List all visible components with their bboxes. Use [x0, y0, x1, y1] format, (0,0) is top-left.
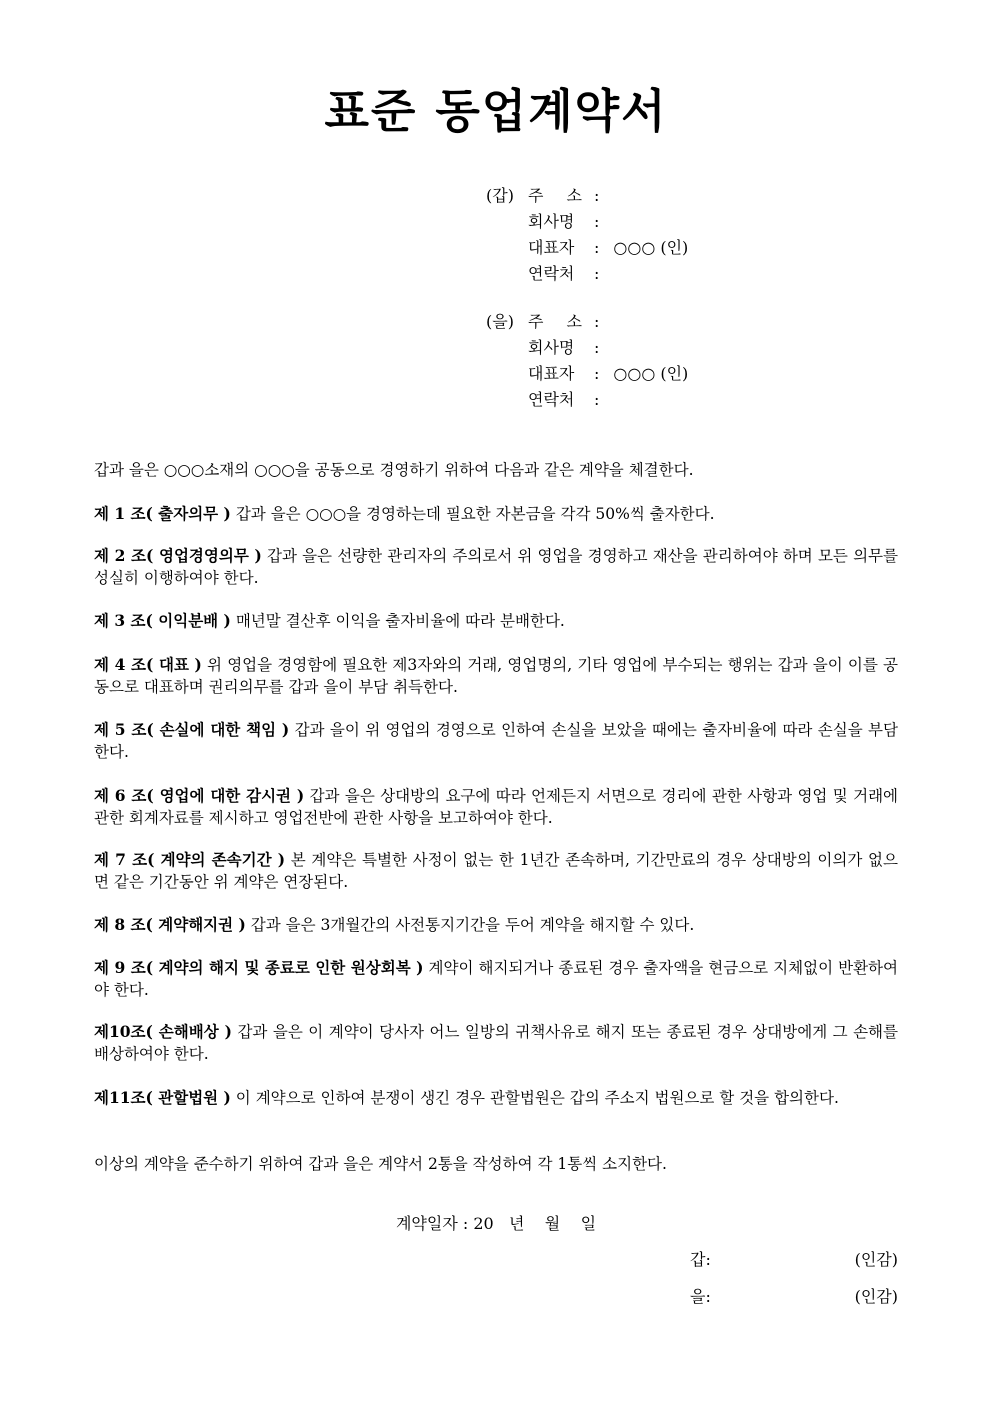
- colon: :: [594, 212, 600, 231]
- article-text: 본 계약은 특별한 사정이 없는 한 1년간 존속하며, 기간만료의 경우 상대방의 이의가 없으면 같은 기간동안 위 계약은 연장된다.: [94, 851, 898, 891]
- article-heading: 제 6 조( 영업에 대한 감시권 ): [94, 786, 305, 805]
- article-heading: 제 1 조( 출자의무 ): [94, 504, 231, 523]
- party-row: [486, 235, 688, 261]
- colon: :: [594, 238, 600, 257]
- article-text: 갑과 을은 ○○○을 경영하는데 필요한 자본금을 각각 50%씩 출자한다.: [230, 505, 715, 523]
- article-5: [94, 719, 898, 763]
- signature-eul: [690, 1284, 898, 1307]
- party-row: [486, 209, 688, 235]
- article-heading: 제 4 조( 대표 ): [94, 655, 202, 674]
- contact-label: 연락처: [528, 264, 575, 283]
- colon: :: [594, 186, 600, 205]
- address-value: [599, 309, 613, 335]
- article-text: 갑과 을은 선량한 관리자의 주의로서 위 영업을 경영하고 재산을 관리하여야 하며 모든 의무를 성실히 이행하여야 한다.: [94, 547, 898, 587]
- document-title: 표준 동업계약서: [324, 84, 668, 138]
- party-row: [486, 183, 688, 209]
- article-3: [94, 610, 898, 632]
- article-text: 매년말 결산후 이익을 출자비율에 따라 분배한다.: [230, 612, 565, 630]
- colon: :: [594, 338, 600, 357]
- article-text: 갑과 을은 상대방의 요구에 따라 언제든지 서면으로 경리에 관한 사항과 영업 및 거래에 관한 회계자료를 제시하고 영업전반에 관한 사항을 보고하여야 한다.: [94, 787, 899, 827]
- address-label: 주 소: [528, 312, 591, 331]
- colon: :: [594, 390, 600, 409]
- signature-label: 갑:: [690, 1250, 711, 1269]
- article-8: [94, 914, 898, 936]
- article-4: [94, 654, 898, 698]
- article-heading: 제 5 조( 손실에 대한 책임 ): [94, 720, 290, 739]
- article-text: 갑과 을은 3개월간의 사전통지기간을 두어 계약을 해지할 수 있다.: [245, 916, 695, 934]
- company-label: 회사명: [528, 212, 575, 231]
- contract-date: 계약일자 : 20 년 월 일: [395, 1214, 597, 1233]
- article-1: [94, 503, 898, 525]
- article-2: [94, 545, 898, 589]
- party-eul-block: [486, 309, 688, 413]
- article-6: [94, 785, 898, 829]
- party-row: [486, 335, 688, 361]
- party-row: [486, 387, 688, 413]
- party-gap-block: [486, 183, 688, 287]
- party-row: [486, 309, 688, 335]
- article-heading: 제 2 조( 영업경영의무 ): [94, 546, 262, 565]
- company-label: 회사명: [528, 338, 575, 357]
- seal-placeholder: (인감): [854, 1250, 898, 1269]
- address-label: 주 소: [528, 186, 591, 205]
- party-row: [486, 261, 688, 287]
- article-11: [94, 1087, 898, 1109]
- colon: :: [594, 364, 600, 383]
- article-heading: 제 8 조( 계약해지권 ): [94, 915, 246, 934]
- colon: :: [594, 264, 600, 283]
- address-value: [599, 183, 613, 209]
- article-heading: 제 3 조( 이익분배 ): [94, 611, 231, 630]
- party-tag: (갑): [486, 186, 514, 205]
- signature-gap: [690, 1247, 898, 1270]
- article-text: 갑과 을이 위 영업의 경영으로 인하여 손실을 보았을 때에는 출자비율에 따라 손실을 부담한다.: [94, 721, 898, 761]
- colon: :: [594, 312, 600, 331]
- signature-label: 을:: [690, 1287, 711, 1306]
- intro-paragraph: 갑과 을은 ○○○소재의 ○○○을 공동으로 경영하기 위하여 다음과 같은 계약을 체결한다.: [94, 461, 694, 479]
- party-row: [486, 361, 688, 387]
- contact-value: [599, 261, 613, 287]
- article-text: 위 영업을 경영함에 필요한 제3자와의 거래, 영업명의, 기타 영업에 부수되는 행위는 갑과 을이 이를 공동으로 대표하며 권리의무를 갑과 을이 부담 취득한다.: [94, 656, 898, 696]
- article-text: 갑과 을은 이 계약이 당사자 어느 일방의 귀책사유로 해지 또는 종료된 경우 상대방에게 그 손해를 배상하여야 한다.: [94, 1023, 898, 1063]
- company-value: [599, 335, 613, 361]
- contact-label: 연락처: [528, 390, 575, 409]
- closing-paragraph: 이상의 계약을 준수하기 위하여 갑과 을은 계약서 2통을 작성하여 각 1통씩 소지한다.: [94, 1155, 667, 1173]
- contact-value: [599, 387, 613, 413]
- company-value: [599, 209, 613, 235]
- representative-value: ○○○ (인): [613, 364, 689, 383]
- party-tag: (을): [486, 312, 514, 331]
- article-heading: 제 7 조( 계약의 존속기간 ): [94, 850, 286, 869]
- article-text: 이 계약으로 인하여 분쟁이 생긴 경우 관할법원은 갑의 주소지 법원으로 할 것을 합의한다.: [230, 1089, 839, 1107]
- article-7: [94, 849, 898, 893]
- article-heading: 제11조( 관할법원 ): [94, 1088, 231, 1107]
- article-9: [94, 957, 898, 1001]
- article-10: [94, 1021, 898, 1065]
- article-heading: 제10조( 손해배상 ): [94, 1022, 232, 1041]
- article-heading: 제 9 조( 계약의 해지 및 종료로 인한 원상회복 ): [94, 958, 424, 977]
- article-text: 계약이 해지되거나 종료된 경우 출자액을 현금으로 지체없이 반환하여야 한다.: [94, 959, 898, 999]
- representative-value: ○○○ (인): [613, 238, 689, 257]
- representative-label: 대표자: [528, 238, 575, 257]
- seal-placeholder: (인감): [854, 1287, 898, 1306]
- representative-label: 대표자: [528, 364, 575, 383]
